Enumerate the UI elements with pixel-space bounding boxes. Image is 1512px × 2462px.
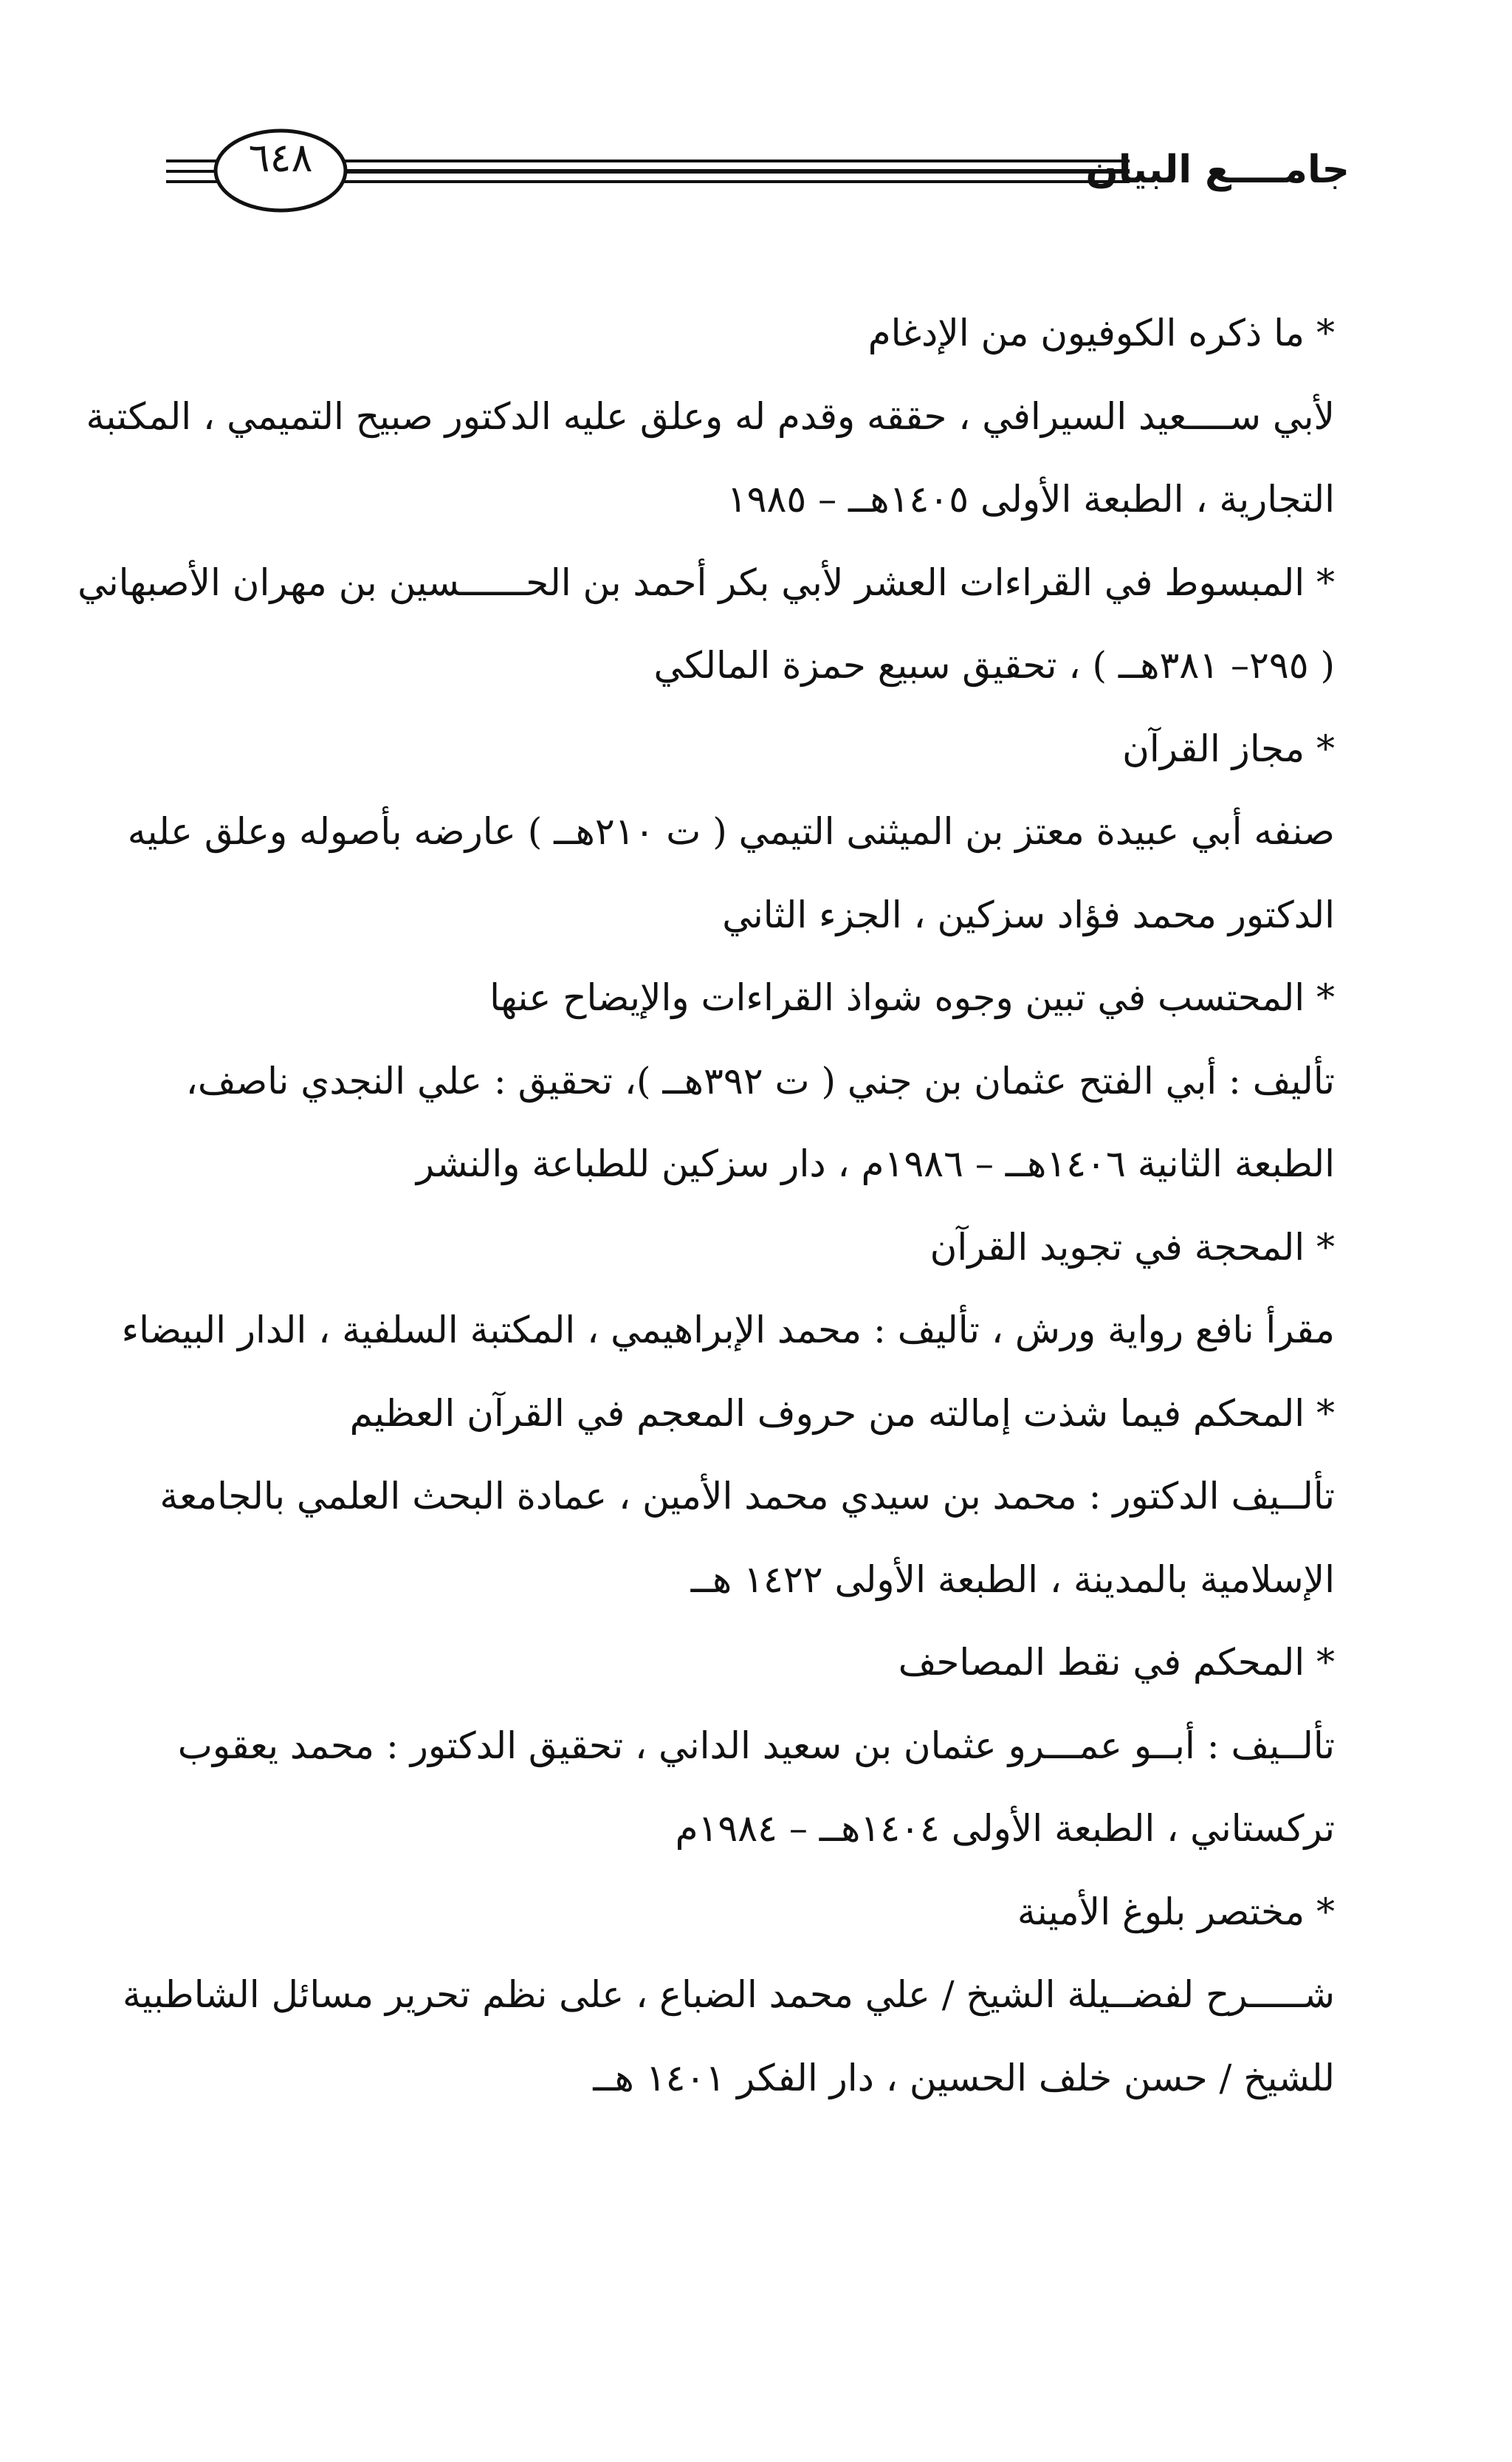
reference-detail-line: تألــيف : أبــو عمـــرو عثمان بن سعيد الداني ، تحقيق الدكتور : محمد يعقوب (177, 1724, 1335, 1767)
reference-detail-line: للشيخ / حسن خلف الحسين ، دار الفكر ١٤٠١ هــ (593, 2056, 1335, 2099)
reference-title: * المحكم فيما شذت إمالته من حروف المعجم في القرآن العظيم (349, 1391, 1335, 1435)
page-number: ٦٤٨ (248, 134, 313, 181)
reference-detail-line: شـــــرح لفضــيلة الشيخ / علي محمد الضباع ، على نظم تحرير مسائل الشاطبية (122, 1973, 1335, 2016)
reference-detail-line: تأليف : أبي الفتح عثمان بن جني ( ت ٣٩٢هــ )، تحقيق : علي النجدي ناصف، (185, 1059, 1335, 1103)
reference-title: * المحجة في تجويد القرآن (929, 1225, 1335, 1269)
reference-title: * مختصر بلوغ الأمينة (1017, 1890, 1335, 1933)
reference-detail-line: الإسلامية بالمدينة ، الطبعة الأولى ١٤٢٢ هــ (690, 1557, 1335, 1601)
page-header (0, 0, 1512, 251)
reference-title: * المبسوط في القراءات العشر لأبي بكر أحمد بن الحــــــسين بن مهران الأصبهاني (78, 560, 1335, 604)
header-rule (0, 0, 1512, 251)
reference-detail-line: ( ٢٩٥– ٣٨١هــ ) ، تحقيق سبيع حمزة المالكي (653, 644, 1335, 687)
reference-detail-line: تألــيف الدكتور : محمد بن سيدي محمد الأمين ، عمادة البحث العلمي بالجامعة (159, 1475, 1335, 1518)
book-title: جامــــع البيان (1085, 148, 1350, 192)
reference-title: * المحكم في نقط المصاحف (898, 1641, 1335, 1684)
reference-detail-line: الدكتور محمد فؤاد سزكين ، الجزء الثاني (722, 893, 1335, 936)
reference-title: * ما ذكره الكوفيون من الإدغام (867, 312, 1335, 354)
reference-title: * المحتسب في تبين وجوه شواذ القراءات والإيضاح عنها (489, 976, 1335, 1019)
reference-detail-line: تركستاني ، الطبعة الأولى ١٤٠٤هــ – ١٩٨٤م (675, 1807, 1335, 1850)
reference-detail-line: صنفه أبي عبيدة معتز بن الميثنى التيمي ( ت ٢١٠هــ ) عارضه بأصوله وعلق عليه (127, 810, 1335, 853)
references-list (78, 292, 1335, 2119)
reference-detail-line: مقرأ نافع رواية ورش ، تأليف : محمد الإبراهيمي ، المكتبة السلفية ، الدار البيضاء (121, 1309, 1335, 1351)
reference-detail-line: لأبي ســــعيد السيرافي ، حققه وقدم له وعلق عليه الدكتور صبيح التميمي ، المكتبة (86, 394, 1335, 438)
reference-detail-line: التجارية ، الطبعة الأولى ١٤٠٥هــ – ١٩٨٥ (726, 478, 1335, 521)
reference-detail-line: الطبعة الثانية ١٤٠٦هــ – ١٩٨٦م ، دار سزكين للطباعة والنشر (416, 1142, 1335, 1185)
reference-title: * مجاز القرآن (1122, 727, 1335, 770)
